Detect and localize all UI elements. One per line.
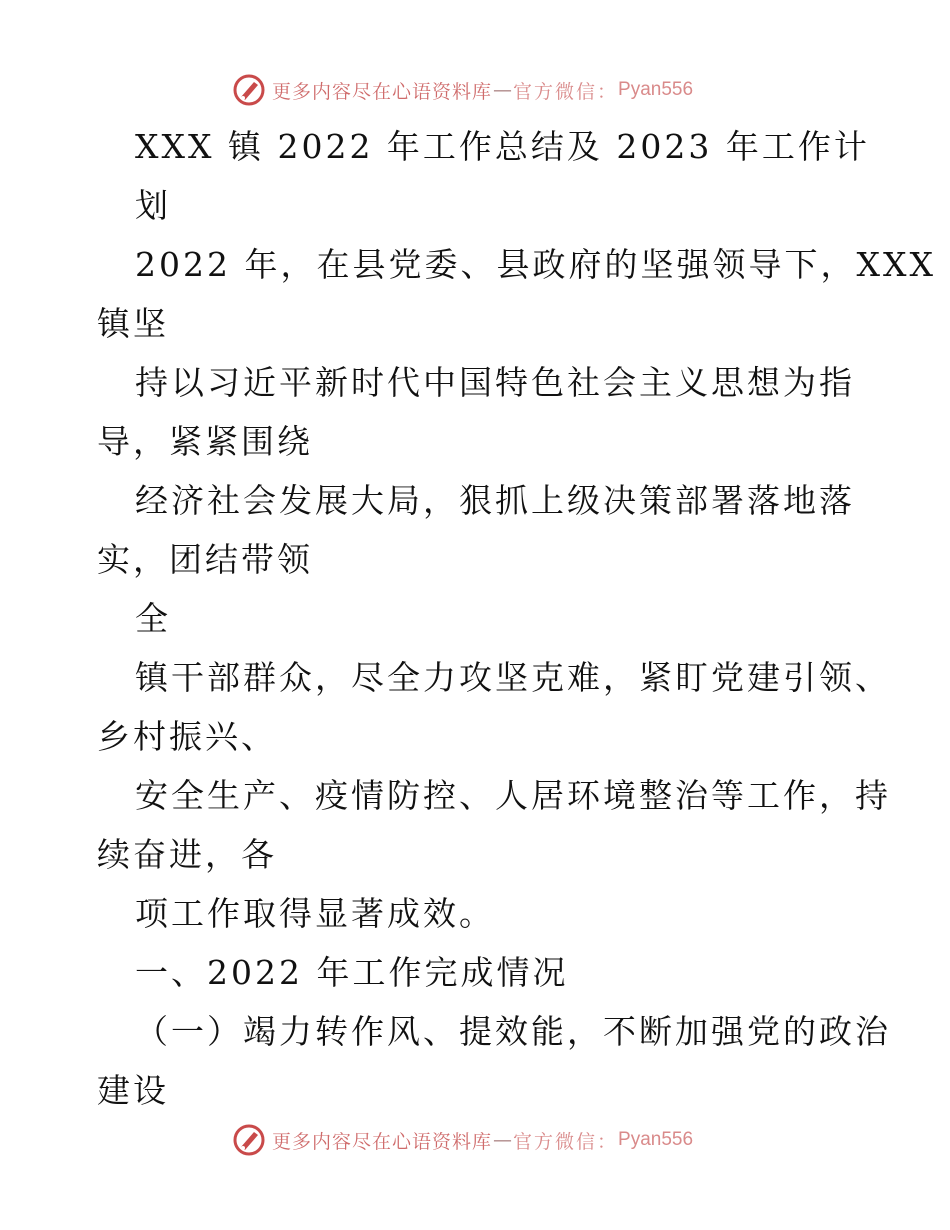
doc-paragraph-line: 2022 年，在县党委、县政府的坚强领导下，XXX xyxy=(135,245,936,284)
doc-section-heading: 一、2022 年工作完成情况 xyxy=(135,953,569,992)
doc-subsection-heading-cont: 建设 xyxy=(97,1071,169,1110)
doc-paragraph-line: 镇坚 xyxy=(97,304,169,343)
doc-paragraph-line: 导，紧紧围绕 xyxy=(97,422,313,461)
doc-paragraph-line: 全 xyxy=(135,599,171,638)
doc-paragraph-line: 项工作取得显著成效。 xyxy=(135,894,495,933)
doc-paragraph-line: 实，团结带领 xyxy=(97,540,313,579)
doc-subsection-heading: （一）竭力转作风、提效能，不断加强党的政治 xyxy=(135,1012,891,1051)
watermark-dash: — xyxy=(493,1129,513,1151)
pen-logo-icon xyxy=(232,1123,266,1157)
doc-paragraph-line: 镇干部群众，尽全力攻坚克难，紧盯党建引领、 xyxy=(135,658,891,697)
watermark-wechat-id: Pyan556 xyxy=(618,1129,694,1150)
doc-paragraph-line: 安全生产、疫情防控、人居环境整治等工作，持 xyxy=(135,776,891,815)
doc-title-line-2: 划 xyxy=(135,186,171,225)
watermark-sub-text: 官方微信： xyxy=(513,1130,619,1153)
doc-paragraph-line: 续奋进，各 xyxy=(97,835,277,874)
watermark-wechat-id: Pyan556 xyxy=(618,79,694,100)
watermark-sub-text: 官方微信： xyxy=(513,80,619,103)
pen-logo-icon xyxy=(232,73,266,107)
watermark-main-text: 更多内容尽在心语资料库 xyxy=(272,1130,493,1153)
doc-paragraph-line: 经济社会发展大局，狠抓上级决策部署落地落 xyxy=(135,481,855,520)
watermark-header xyxy=(232,70,693,110)
watermark-footer xyxy=(232,1120,693,1160)
doc-paragraph-line: 乡村振兴、 xyxy=(97,717,277,756)
watermark-dash: — xyxy=(493,79,513,101)
watermark-main-text: 更多内容尽在心语资料库 xyxy=(272,80,493,103)
doc-title-line-1: XXX 镇 2022 年工作总结及 2023 年工作计 xyxy=(135,127,870,166)
doc-paragraph-line: 持以习近平新时代中国特色社会主义思想为指 xyxy=(135,363,855,402)
